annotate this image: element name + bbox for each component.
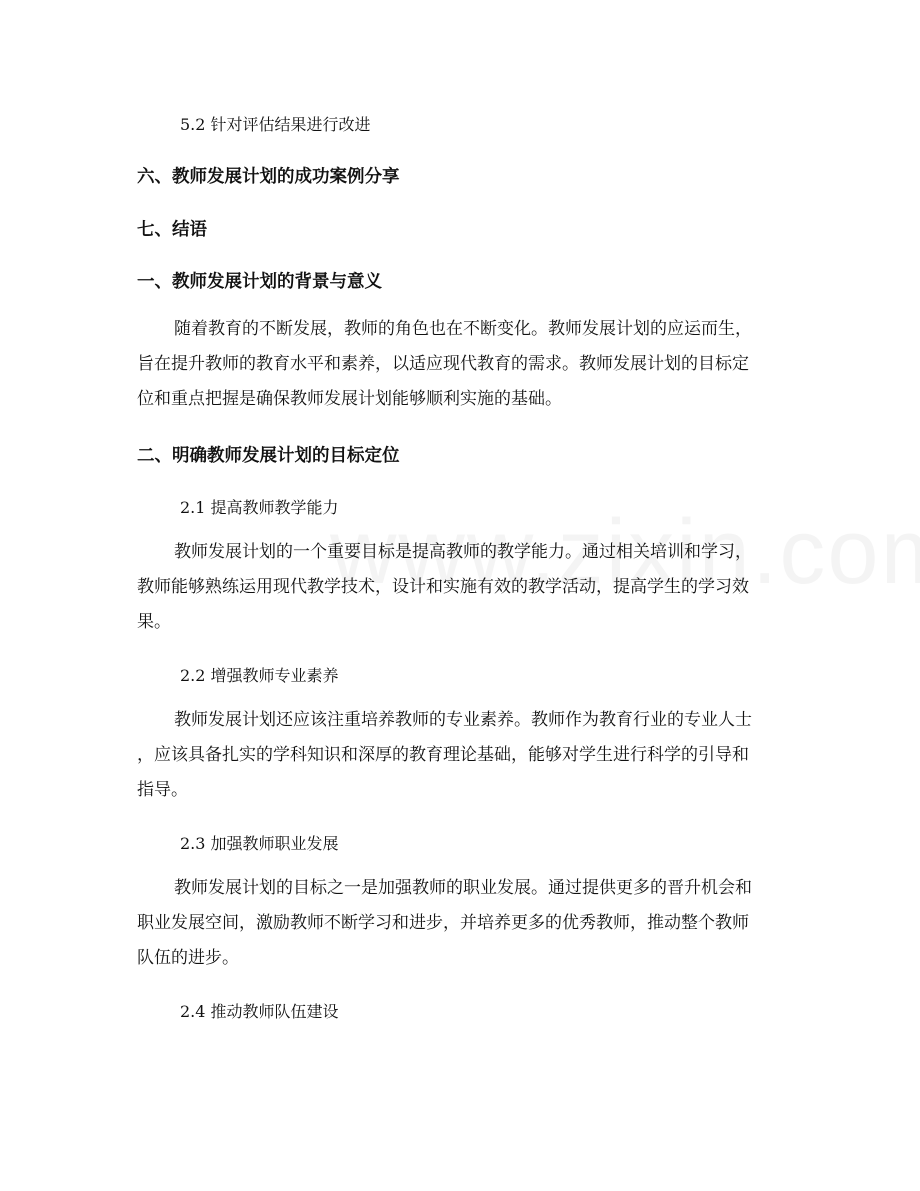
section-heading-7: 七、结语: [137, 220, 207, 240]
paragraph-line: 教师发展计划还应该注重培养教师的专业素养。教师作为教育行业的专业人士: [174, 710, 752, 730]
section-heading-2: 二、明确教师发展计划的目标定位: [137, 446, 400, 466]
paragraph-line: 果。: [137, 612, 171, 632]
paragraph-line: 随着教育的不断发展，教师的角色也在不断变化。教师发展计划的应运而生，: [174, 319, 752, 339]
subsection-2-3: 2.3 加强教师职业发展: [180, 834, 339, 853]
subsection-2-2: 2.2 增强教师专业素养: [180, 666, 339, 685]
paragraph-line: 教师发展计划的目标之一是加强教师的职业发展。通过提供更多的晋升机会和: [174, 878, 752, 898]
subsection-2-4: 2.4 推动教师队伍建设: [180, 1002, 339, 1021]
subsection-2-1: 2.1 提高教师教学能力: [180, 498, 339, 517]
paragraph-line: 队伍的进步。: [137, 948, 239, 968]
paragraph-line: ，应该具备扎实的学科知识和深厚的教育理论基础，能够对学生进行科学的引导和: [137, 745, 749, 765]
paragraph-line: 位和重点把握是确保教师发展计划能够顺利实施的基础。: [137, 389, 562, 409]
paragraph-line: 指导。: [137, 780, 188, 800]
section-heading-6: 六、教师发展计划的成功案例分享: [137, 167, 400, 187]
paragraph-line: 教师发展计划的一个重要目标是提高教师的教学能力。通过相关培训和学习，: [174, 542, 752, 562]
subsection-5-2: 5.2 针对评估结果进行改进: [180, 115, 371, 134]
paragraph-line: 教师能够熟练运用现代教学技术，设计和实施有效的教学活动，提高学生的学习效: [137, 577, 749, 597]
paragraph-line: 职业发展空间，激励教师不断学习和进步，并培养更多的优秀教师，推动整个教师: [137, 913, 749, 933]
section-heading-1: 一、教师发展计划的背景与意义: [137, 272, 382, 292]
paragraph-line: 旨在提升教师的教育水平和素养，以适应现代教育的需求。教师发展计划的目标定: [137, 354, 749, 374]
